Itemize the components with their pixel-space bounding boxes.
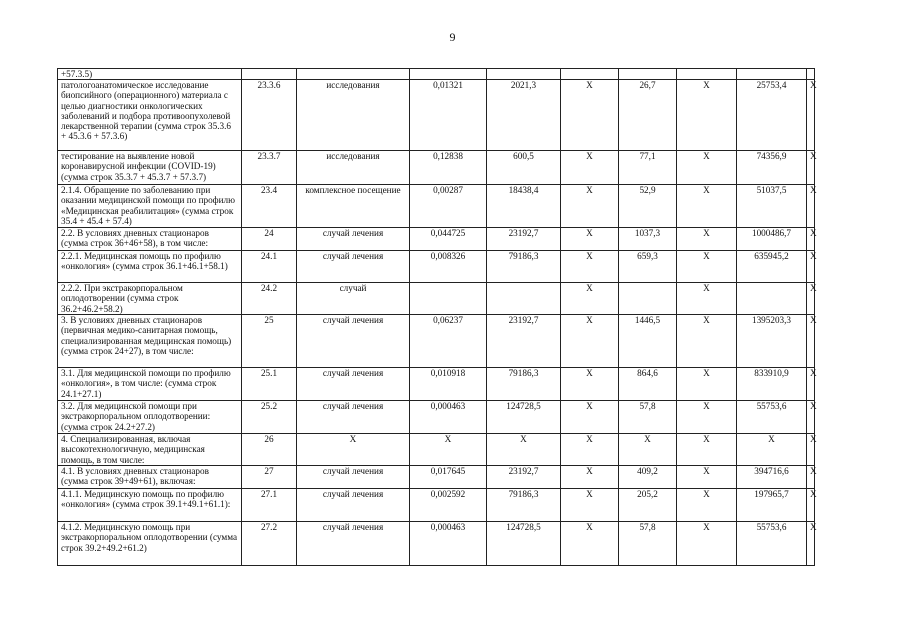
row-standard: 0,000463: [410, 522, 487, 566]
row-col8: X: [677, 466, 737, 489]
row-name: 2.2. В условиях дневных стационаров (сумма строк 36+46+58), в том числе:: [58, 228, 242, 251]
row-code: 26: [242, 434, 297, 466]
row-col8: X: [677, 251, 737, 283]
row-col7: 57,8: [619, 522, 677, 566]
row-col6: X: [561, 151, 619, 185]
row-col9: X: [737, 434, 807, 466]
row-col6: X: [561, 228, 619, 251]
row-col6: X: [561, 434, 619, 466]
row-name: 2.1.4. Обращение по заболеванию при оказании медицинской помощи по профилю «Медицинская реабилитация» (сумма строк 35.4 + 45.4 + 57.4): [58, 185, 242, 228]
row-name: 4.1. В условиях дневных стационаров (сумма строк 39+49+61), включая:: [58, 466, 242, 489]
row-col8: X: [677, 80, 737, 151]
table-row: [58, 401, 815, 434]
row-col9: 635945,2: [737, 251, 807, 283]
row-col7: 1037,3: [619, 228, 677, 251]
row-name: 4.1.1. Медицинскую помощь по профилю «онкология» (сумма строк 39.1+49.1+61.1):: [58, 489, 242, 522]
row-standard: 0,044725: [410, 228, 487, 251]
row-col9: 74356,9: [737, 151, 807, 185]
table-row: [58, 522, 815, 566]
row-name: тестирование на выявление новой коронавирусной инфекции (COVID-19) (сумма строк 35.3.7 + 45.3.7 + 57.3.7): [58, 151, 242, 185]
row-col7: X: [619, 434, 677, 466]
row-col8: X: [677, 315, 737, 368]
row-cost: 124728,5: [487, 401, 561, 434]
row-cost: 600,5: [487, 151, 561, 185]
row-col7: 864,6: [619, 368, 677, 401]
row-col6: X: [561, 368, 619, 401]
row-col6: X: [561, 315, 619, 368]
row-standard: 0,002592: [410, 489, 487, 522]
row-col8: X: [677, 228, 737, 251]
row-col9: 55753,6: [737, 522, 807, 566]
row-name: патологоанатомическое исследование биопсийного (операционного) материала с целью диагностики онкологических заболеваний и подбора противоопухолевой лекарственной терапии (сумма строк 35.3.6 + 45.3.6 + 57.3.6): [58, 80, 242, 151]
row-col10: X: [807, 401, 815, 434]
row-col8: X: [677, 401, 737, 434]
row-col6: X: [561, 185, 619, 228]
row-standard: 0,017645: [410, 466, 487, 489]
row-col7: 409,2: [619, 466, 677, 489]
row-col9: 1000486,7: [737, 228, 807, 251]
row-unit: случай лечения: [297, 466, 410, 489]
row-cost: 79186,3: [487, 251, 561, 283]
row-col7: 57,8: [619, 401, 677, 434]
row-col10: X: [807, 251, 815, 283]
table-row: [58, 315, 815, 368]
row-unit: [297, 69, 410, 80]
row-standard: [410, 69, 487, 80]
row-col10: X: [807, 80, 815, 151]
row-col8: X: [677, 368, 737, 401]
row-name: 4.1.2. Медицинскую помощь при экстракорпоральном оплодотворении (сумма строк 39.2+49.2+61.2): [58, 522, 242, 566]
table-row: [58, 251, 815, 283]
row-col6: X: [561, 283, 619, 315]
row-col8: [677, 69, 737, 80]
row-name: 2.2.2. При экстракорпоральном оплодотворении (сумма строк 36.2+46.2+58.2): [58, 283, 242, 315]
row-unit: случай лечения: [297, 251, 410, 283]
row-col9: 833910,9: [737, 368, 807, 401]
row-col7: 26,7: [619, 80, 677, 151]
row-col10: X: [807, 368, 815, 401]
row-col10: X: [807, 315, 815, 368]
row-unit: комплексное посещение: [297, 185, 410, 228]
row-col8: X: [677, 489, 737, 522]
row-cost: 2021,3: [487, 80, 561, 151]
row-code: 24.1: [242, 251, 297, 283]
row-code: 27: [242, 466, 297, 489]
row-code: 24.2: [242, 283, 297, 315]
row-col10: [807, 69, 815, 80]
row-col6: X: [561, 466, 619, 489]
row-standard: 0,000463: [410, 401, 487, 434]
row-code: 23.3.7: [242, 151, 297, 185]
row-standard: [410, 283, 487, 315]
row-col10: X: [807, 228, 815, 251]
row-col7: 659,3: [619, 251, 677, 283]
row-name: 4. Специализированная, включая высокотехнологичную, медицинская помощь, в том числе:: [58, 434, 242, 466]
data-table: [57, 68, 815, 566]
row-code: [242, 69, 297, 80]
row-col7: [619, 283, 677, 315]
table-row: [58, 489, 815, 522]
row-name: 3. В условиях дневных стационаров (первичная медико-санитарная помощь, специализированная медицинская помощь) (сумма строк 24+27), в том числе:: [58, 315, 242, 368]
row-unit: случай лечения: [297, 228, 410, 251]
row-col9: [737, 283, 807, 315]
row-standard: 0,008326: [410, 251, 487, 283]
table-row: [58, 185, 815, 228]
row-col7: 77,1: [619, 151, 677, 185]
row-cost: X: [487, 434, 561, 466]
row-unit: случай лечения: [297, 489, 410, 522]
row-col9: 394716,6: [737, 466, 807, 489]
row-cost: [487, 69, 561, 80]
table-row: [58, 466, 815, 489]
row-cost: 18438,4: [487, 185, 561, 228]
row-col10: X: [807, 522, 815, 566]
table-row: [58, 368, 815, 401]
row-standard: 0,06237: [410, 315, 487, 368]
table-row: [58, 69, 815, 80]
row-cost: 23192,7: [487, 315, 561, 368]
row-unit: случай лечения: [297, 522, 410, 566]
row-code: 23.4: [242, 185, 297, 228]
row-col9: 197965,7: [737, 489, 807, 522]
row-col10: X: [807, 434, 815, 466]
row-col9: 55753,6: [737, 401, 807, 434]
row-col8: X: [677, 434, 737, 466]
row-col7: 205,2: [619, 489, 677, 522]
row-standard: 0,010918: [410, 368, 487, 401]
row-cost: 79186,3: [487, 489, 561, 522]
row-unit: случай лечения: [297, 401, 410, 434]
row-code: 24: [242, 228, 297, 251]
row-col8: X: [677, 283, 737, 315]
row-col10: X: [807, 151, 815, 185]
row-col10: X: [807, 466, 815, 489]
row-code: 27.1: [242, 489, 297, 522]
row-col9: 51037,5: [737, 185, 807, 228]
row-cost: 23192,7: [487, 466, 561, 489]
row-col6: X: [561, 80, 619, 151]
row-cost: 23192,7: [487, 228, 561, 251]
row-cost: [487, 283, 561, 315]
row-unit: исследования: [297, 80, 410, 151]
row-unit: случай лечения: [297, 368, 410, 401]
row-code: 25.2: [242, 401, 297, 434]
row-name: 3.2. Для медицинской помощи при экстракорпоральном оплодотворении: (сумма строк 24.2+27.2): [58, 401, 242, 434]
table-row: [58, 80, 815, 151]
page-number: 9: [449, 30, 456, 44]
row-name: 2.2.1. Медицинская помощь по профилю «онкология» (сумма строк 36.1+46.1+58.1): [58, 251, 242, 283]
row-code: 27.2: [242, 522, 297, 566]
row-col6: X: [561, 522, 619, 566]
row-code: 25.1: [242, 368, 297, 401]
row-col7: 1446,5: [619, 315, 677, 368]
row-col6: X: [561, 251, 619, 283]
row-col6: X: [561, 489, 619, 522]
row-standard: 0,12838: [410, 151, 487, 185]
row-name: 3.1. Для медицинской помощи по профилю «онкология», в том числе: (сумма строк 24.1+27.1): [58, 368, 242, 401]
row-col6: X: [561, 401, 619, 434]
table-row: [58, 434, 815, 466]
row-col7: [619, 69, 677, 80]
row-cost: 79186,3: [487, 368, 561, 401]
row-col10: X: [807, 185, 815, 228]
row-name: +57.3.5): [58, 69, 242, 80]
row-unit: X: [297, 434, 410, 466]
row-unit: исследования: [297, 151, 410, 185]
row-col10: X: [807, 283, 815, 315]
table-row: [58, 228, 815, 251]
row-standard: 0,00287: [410, 185, 487, 228]
row-col9: 1395203,3: [737, 315, 807, 368]
row-standard: 0,01321: [410, 80, 487, 151]
row-code: 25: [242, 315, 297, 368]
row-unit: случай: [297, 283, 410, 315]
row-col9: [737, 69, 807, 80]
row-code: 23.3.6: [242, 80, 297, 151]
row-col8: X: [677, 522, 737, 566]
row-col6: [561, 69, 619, 80]
row-col8: X: [677, 185, 737, 228]
table-row: [58, 151, 815, 185]
row-unit: случай лечения: [297, 315, 410, 368]
row-cost: 124728,5: [487, 522, 561, 566]
row-col9: 25753,4: [737, 80, 807, 151]
row-col8: X: [677, 151, 737, 185]
table-row: [58, 283, 815, 315]
row-col10: X: [807, 489, 815, 522]
row-standard: X: [410, 434, 487, 466]
row-col7: 52,9: [619, 185, 677, 228]
